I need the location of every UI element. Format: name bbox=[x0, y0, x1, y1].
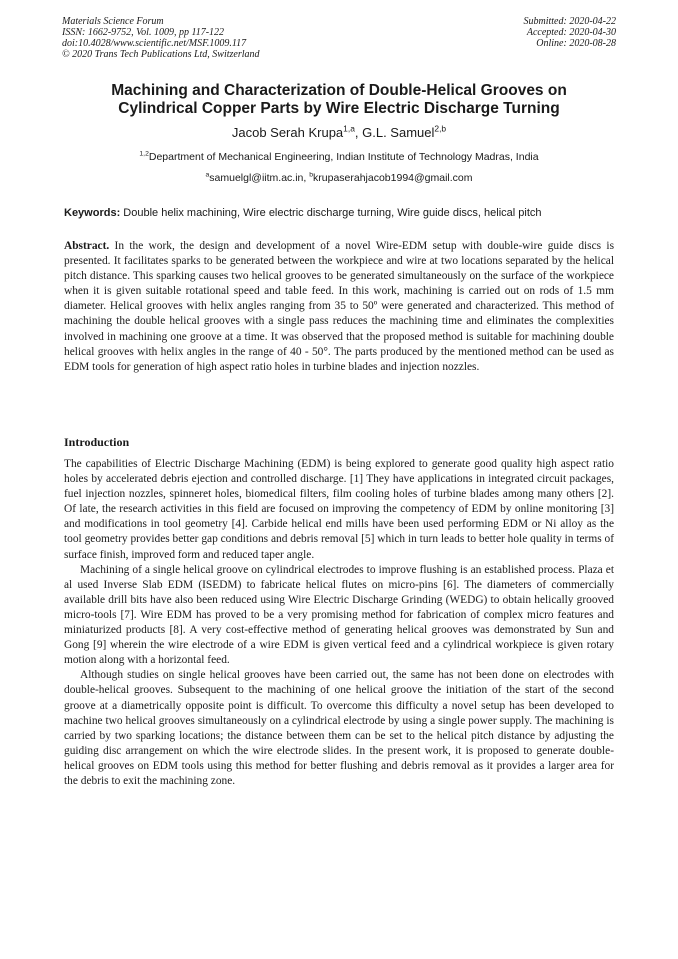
author-2: G.L. Samuel bbox=[362, 125, 435, 140]
author-1-affil: 1,a bbox=[343, 123, 355, 134]
submitted-date: Submitted: 2020-04-22 bbox=[523, 16, 616, 27]
issn-line: ISSN: 1662-9752, Vol. 1009, pp 117-122 bbox=[62, 27, 225, 38]
author-emails bbox=[0, 172, 678, 185]
intro-paragraph-1: The capabilities of Electric Discharge Machining (EDM) is being explored to generate good quality high aspect ratio holes by accelerated debris ejection and controlled discharge. [1] They have applications in integrated circuit packages, fuel injection nozzles, spinneret holes, biomedical filters, film cooling holes of turbine blades among many others [2]. Of late, the research activities in this field are focused on improving the competency of EDM by online monitoring [3] and modifications in tool geometry [4]. Carbide helical end mills have been used performing EDM or Ni alloy as the tool geometry provides better gap conditions and debris removal [5] which in turn leads to better hole quality in terms of surface finish, improved form and reduced taper angle. bbox=[64, 458, 614, 561]
email-a[interactable]: samuelgl@iitm.ac.in, bbox=[209, 172, 310, 184]
keywords-text: Double helix machining, Wire electric discharge turning, Wire guide discs, helical pitch bbox=[120, 207, 542, 219]
submission-dates bbox=[524, 16, 617, 49]
affiliation-text: Department of Mechanical Engineering, Indian Institute of Technology Madras, India bbox=[148, 151, 539, 163]
author-1: Jacob Serah Krupa bbox=[231, 125, 344, 140]
affiliation bbox=[0, 151, 678, 164]
introduction-body bbox=[64, 457, 614, 789]
introduction-heading: Introduction bbox=[64, 435, 130, 449]
abstract-text: In the work, the design and development of a novel Wire-EDM setup with double-wire guide discs is presented. It facilitates sparks to be generated between the workpiece and wire at two locations separated by the helical pitch distance. This sparking causes two helical grooves to be generated simultaneously on the surface of the workpiece when it is given suitable rotational speed and table feed. In this work, machining is carried out on rods of 1.5 mm diameter. Helical grooves with helix angles ranging from 35 to 50º were generated and characterized. This method of machining the double helical grooves with a single pass reduces the machining time and eliminates the complexities involved in machining one groove at a time. It was observed that the proposed method is suitable for machining double helical grooves with helix angles in the range of 40 - 50°. The parts produced by the mentioned method can be used as EDM tools for generation of high aspect ratio holes in turbine blades and injection nozzles. bbox=[64, 240, 614, 373]
paper-title bbox=[40, 82, 638, 118]
abstract-label: Abstract. bbox=[64, 240, 110, 252]
journal-info bbox=[62, 16, 260, 60]
online-date: Online: 2020-08-28 bbox=[536, 38, 616, 49]
doi-line: doi:10.4028/www.scientific.net/MSF.1009.117 bbox=[62, 38, 247, 49]
author-list bbox=[0, 125, 678, 141]
keywords bbox=[64, 206, 614, 220]
author-separator: , bbox=[354, 125, 363, 140]
email-b[interactable]: krupaserahjacob1994@gmail.com bbox=[313, 172, 473, 184]
intro-paragraph-2: Machining of a single helical groove on cylindrical electrodes to improve flushing is an established process. Plaza et al used Inverse Slab EDM (ISEDM) to fabricate helical flutes on micro-pins [6]. The diameters of commercially available drill bits have also been reduced using Wire Electric Discharge Grinding (WEDG) to obtain helically grooved micro-tools [7]. Wire EDM has proved to be a very promising method for fabrication of complex micro features and miniaturized products [8]. A very cost-effective method of generating helical grooves was demonstrated by Sun and Gong [9] wherein the wire electrode of a wire EDM is given vertical feed and a cylindrical workpiece is given rotary motion along with a horizontal feed. bbox=[64, 563, 614, 667]
email-a-sup: a bbox=[205, 171, 210, 179]
intro-paragraph-3: Although studies on single helical grooves have been carried out, the same has not been done on electrodes with double-helical grooves. Subsequent to the machining of one helical groove the initiation of the start of the second groove at a diametrically opposite point is difficult. To overcome this difficulty a novel setup has been developed to machine two helical grooves simultaneously on a cylindrical electrode by using a single power supply. The machining is carried by two sparking locations; the distance between them can be set to the helical pitch distance by adjusting the guiding disc arrangement on which the wire electrode slides. In the present work, it is proposed to generate double-helical grooves on EDM tools using this method for better flushing and debris removal as it provides a larger area for the debris to exit the machining zone. bbox=[64, 669, 614, 787]
journal-name: Materials Science Forum bbox=[62, 16, 164, 27]
abstract bbox=[64, 239, 614, 375]
affiliation-sup: 1,2 bbox=[139, 150, 149, 158]
title-line-2: Cylindrical Copper Parts by Wire Electric Discharge Turning bbox=[118, 100, 560, 117]
copyright-line: © 2020 Trans Tech Publications Ltd, Switzerland bbox=[62, 49, 260, 60]
keywords-label: Keywords: bbox=[64, 207, 121, 219]
email-b-sup: b bbox=[309, 171, 314, 179]
accepted-date: Accepted: 2020-04-30 bbox=[526, 27, 616, 38]
title-line-1: Machining and Characterization of Double-Helical Grooves on bbox=[111, 82, 567, 99]
author-2-affil: 2,b bbox=[434, 123, 447, 134]
